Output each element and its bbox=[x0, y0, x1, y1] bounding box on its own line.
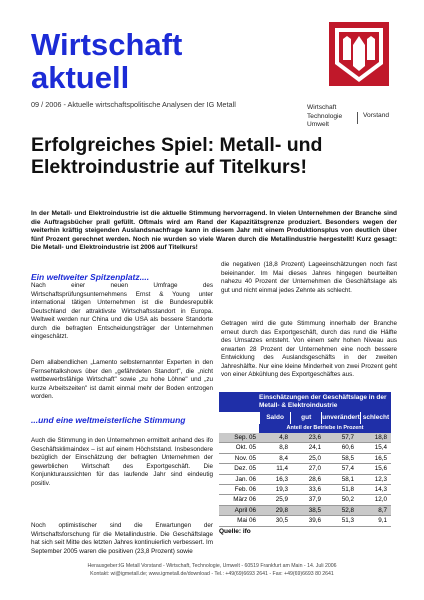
article-headline: Erfolgreiches Spiel: Metall- und Elektroindustrie auf Titelkurs! bbox=[31, 134, 323, 178]
table-row bbox=[219, 516, 391, 526]
table-title: Einschätzungen der Geschäftslage in der Metall- & Elektroindustrie bbox=[219, 392, 391, 412]
table-subheader bbox=[219, 424, 391, 433]
issue-line: 09 / 2006 - Aktuelle wirtschaftspolitische Analysen der IG Metall bbox=[31, 100, 236, 109]
table-header-corner bbox=[219, 412, 259, 424]
table-cell: 51,8 bbox=[341, 485, 354, 493]
table-cell: 58,5 bbox=[341, 454, 354, 462]
ig-metall-logo bbox=[329, 22, 389, 86]
paragraph-exportgeschaeft: Getragen wird die gute Stimmung innerhalb der Branche erneut durch das Exportgeschäft, durch das rund die Hälfte des Umsatzes entsteht. Von einem sehr hohen Niveau aus erwarten 28 Prozent der Unternehmen eine noch bessere Entwicklung des Auslandsgeschäfts in der zweiten Jahreshälfte. Nur eine kleine Minderheit von zwei Prozent geht von einer Abkühlung des Exportgeschäftes aus. bbox=[221, 320, 397, 378]
table-cell: 4,8 bbox=[259, 433, 292, 442]
table-header bbox=[219, 412, 391, 424]
subhead-spitzenplatz: Ein weltweiter Spitzenplatz.... bbox=[31, 272, 150, 282]
table-cell: 23,6 bbox=[292, 433, 325, 442]
footer-contact: Kontakt: wi@igmetall.de; www.igmetall.de/download - Tel.: +49(69)6693 2641 - Fax: +49(69)6693 80 2641 bbox=[90, 570, 334, 577]
table-cell: 8,7 bbox=[358, 506, 391, 515]
table-cell: 9,1 bbox=[378, 517, 387, 525]
table-row-label: Jan. 06 bbox=[235, 475, 256, 483]
table-row-label: März 06 bbox=[233, 496, 256, 504]
table-cell: 58,1 bbox=[341, 475, 354, 483]
table-cell: 27,0 bbox=[308, 465, 321, 473]
geschaeftslage-table bbox=[219, 392, 391, 536]
table-cell: 16,5 bbox=[374, 454, 387, 462]
table-cell: 50,2 bbox=[341, 496, 354, 504]
department-board: Vorstand bbox=[357, 112, 389, 124]
department-name: Wirtschaft Technologie Umwelt bbox=[307, 104, 343, 128]
table-cell: 15,6 bbox=[374, 465, 387, 473]
publication-title-line1: Wirtschaft bbox=[31, 27, 183, 62]
footer-publisher: Herausgeber:IG Metall Vorstand - Wirtschaft, Technologie, Umwelt - 60519 Frankfurt am Main - 14. Juli 2006 bbox=[87, 563, 337, 569]
column-header: unverändert bbox=[321, 412, 360, 424]
paragraph-erwartungen: Noch optimistischer sind die Erwartungen der Wirtschaftsforschung für die Metallindustrie. Die Geschäftslage hat sich seit Mitte des letzten Jahres kontinuierlich verbessert. Im September 2005 waren die positiven (23,8 Prozent) sowie bbox=[31, 522, 213, 555]
table-cell: 39,6 bbox=[308, 517, 321, 525]
table-row bbox=[219, 443, 391, 453]
column-header: Saldo bbox=[259, 412, 290, 424]
article-lead: In der Metall- und Elektroindustrie ist die aktuelle Stimmung hervorragend. In vielen Unternehmen der Branche sind die Auftragsbücher prall gefüllt. Oftmals wird am Rand der Kapazitätsgrenze produziert. Besonders wegen der weiterhin kräftig steigenden Auslandsnachfrage kann in diesem Jahr mit einem Produktionsplus von deutlich über fünf Prozent gerechnet werden. Noch nie wurden so viele Waren durch die Metallindustrie hergestellt! Kurz gesagt: Die Metall- und Elektroindustrie ist 2006 auf Titelkurs! bbox=[31, 210, 397, 252]
table-cell: 33,6 bbox=[308, 485, 321, 493]
table-row bbox=[219, 495, 391, 505]
table-cell: 38,5 bbox=[292, 506, 325, 515]
table-subheader-corner bbox=[219, 424, 259, 433]
table-row bbox=[219, 454, 391, 464]
table-cell: 52,8 bbox=[325, 506, 358, 515]
subhead-stimmung: ...und eine weltmeisterliche Stimmung bbox=[31, 415, 186, 425]
table-cell: 12,3 bbox=[374, 475, 387, 483]
table-row-label: Dez. 05 bbox=[234, 465, 256, 473]
paragraph-lageeinschaetzung: die negativen (18,8 Prozent) Lageeinschätzungen noch fast beieinander. Im Mai dieses Jahres hingegen beurteilten nahezu 40 Prozent der Unternehmen die Geschäftslage als gut und nicht einmal jedes Zehnte als schlecht. bbox=[221, 261, 397, 294]
department-box bbox=[307, 104, 393, 134]
table-cell: 28,6 bbox=[308, 475, 321, 483]
table-row-label: Sep. 05 bbox=[219, 433, 259, 442]
paragraph-lamento: Dem allabendlichen „Lamento selbsternannter Experten in den Fernsehtalkshows über den „gefährdeten Standort", die „nicht wettbewerbsfähige Wirtschaft" sowie „zu hohe Löhne" und „zu kurze Arbeitszeiten" ist damit einmal mehr der Boden entzogen worden. bbox=[31, 359, 213, 400]
table-cell: 14,3 bbox=[374, 485, 387, 493]
column-header: schlecht bbox=[360, 412, 391, 424]
table-source: Quelle: ifo bbox=[219, 527, 251, 535]
table-cell: 25,0 bbox=[308, 454, 321, 462]
table-cell: 24,1 bbox=[308, 444, 321, 452]
publication-title bbox=[31, 28, 291, 94]
table-cell: 15,4 bbox=[374, 444, 387, 452]
table-body bbox=[219, 433, 391, 527]
table-cell: 25,9 bbox=[275, 496, 288, 504]
table-cell: 19,3 bbox=[275, 485, 288, 493]
table-cell: 57,7 bbox=[325, 433, 358, 442]
table-cell: 51,3 bbox=[341, 517, 354, 525]
table-cell: 8,4 bbox=[279, 454, 288, 462]
table-cell: 30,5 bbox=[275, 517, 288, 525]
table-cell: 57,4 bbox=[341, 465, 354, 473]
table-row bbox=[219, 475, 391, 485]
table-row-label: Okt. 05 bbox=[235, 444, 256, 452]
table-row bbox=[219, 464, 391, 474]
paragraph-ifo: Auch die Stimmung in den Unternehmen ermittelt anhand des ifo Geschäftsklimaindex – ist auf einem Höchststand. Insbesondere bezüglich der Einschätzung der befragten Unternehmen der gewerblichen Wirtschaft des Exportgeschäft. Die Konjunkturaussichten für das laufende Jahr sind eindeutig positiv. bbox=[31, 437, 213, 487]
table-cell: 60,6 bbox=[341, 444, 354, 452]
table-cell: 12,0 bbox=[374, 496, 387, 504]
table-subheader-text: Anteil der Betriebe in Prozent bbox=[259, 424, 391, 433]
column-header: gut bbox=[290, 412, 321, 424]
table-row bbox=[219, 506, 391, 516]
table-row-label: Nov. 05 bbox=[234, 454, 256, 462]
table-row-label: Mai 06 bbox=[237, 517, 256, 525]
table-row-label: April 06 bbox=[219, 506, 259, 515]
table-cell: 18,8 bbox=[358, 433, 391, 442]
table-row bbox=[219, 433, 391, 443]
table-cell: 11,4 bbox=[276, 465, 288, 473]
ig-metall-logo-graphic bbox=[329, 22, 389, 86]
table-row bbox=[219, 485, 391, 495]
table-cell: 16,3 bbox=[275, 475, 288, 483]
footer bbox=[0, 563, 424, 578]
publication-title-line2: aktuell bbox=[31, 60, 130, 95]
table-cell: 8,8 bbox=[279, 444, 288, 452]
table-cell: 29,8 bbox=[259, 506, 292, 515]
table-row-label: Feb. 06 bbox=[234, 485, 256, 493]
paragraph-umfrage: Nach einer neuen Umfrage des Wirtschaftsprüfungsunternehmens Ernst & Young unter international tätigen Unternehmen ist die Bundesrepublik Deutschland der attraktivste Wirtschaftsstandort in Europa. Weltweit werden nur China und die USA als bessere Standorte durch die befragten Entscheidungsträger der Unternehmen eingeschätzt. bbox=[31, 282, 213, 340]
table-cell: 37,9 bbox=[308, 496, 321, 504]
